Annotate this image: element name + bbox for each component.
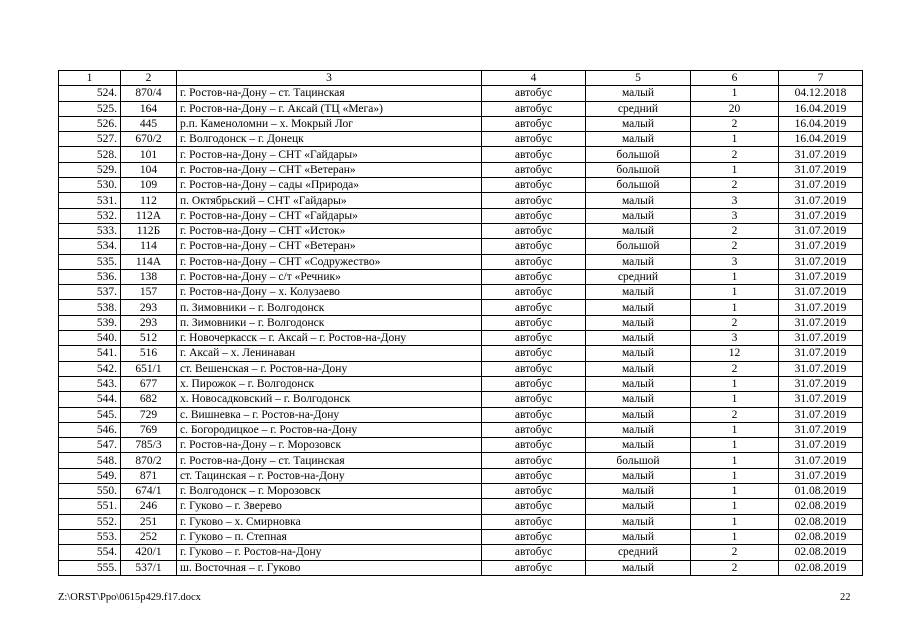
- route-code-cell: 420/1: [121, 545, 177, 560]
- route-name-cell: г. Ростов-на-Дону – СНТ «Ветеран»: [177, 162, 482, 177]
- vehicle-class-cell: малый: [586, 422, 691, 437]
- row-number-cell: 541.: [59, 346, 121, 361]
- route-name-cell: г. Ростов-на-Дону – СНТ «Гайдары»: [177, 208, 482, 223]
- date-cell: 31.07.2019: [779, 315, 863, 330]
- route-code-cell: 112Б: [121, 223, 177, 238]
- routes-table-body: [59, 86, 863, 576]
- route-name-cell: г. Ростов-на-Дону – г. Морозовск: [177, 438, 482, 453]
- vehicle-class-cell: малый: [586, 223, 691, 238]
- row-number-cell: 542.: [59, 361, 121, 376]
- row-number-cell: 546.: [59, 422, 121, 437]
- table-row: [59, 331, 863, 346]
- route-name-cell: п. Октябрьский – СНТ «Гайдары»: [177, 193, 482, 208]
- table-row: [59, 545, 863, 560]
- table-row: [59, 438, 863, 453]
- table-row: [59, 147, 863, 162]
- table-row: [59, 178, 863, 193]
- route-name-cell: ст. Вешенская – г. Ростов-на-Дону: [177, 361, 482, 376]
- vehicle-class-cell: средний: [586, 269, 691, 284]
- route-name-cell: г. Гуково – г. Зверево: [177, 499, 482, 514]
- vehicle-count-cell: 1: [691, 300, 779, 315]
- row-number-cell: 534.: [59, 239, 121, 254]
- footer-file-path: Z:\ORST\Ppo\0615p429.f17.docx: [58, 592, 201, 603]
- date-cell: 31.07.2019: [779, 147, 863, 162]
- date-cell: 31.07.2019: [779, 468, 863, 483]
- route-code-cell: 293: [121, 300, 177, 315]
- row-number-cell: 552.: [59, 514, 121, 529]
- vehicle-class-cell: малый: [586, 468, 691, 483]
- row-number-cell: 548.: [59, 453, 121, 468]
- route-name-cell: х. Новосадковский – г. Волгодонск: [177, 392, 482, 407]
- date-cell: 31.07.2019: [779, 223, 863, 238]
- vehicle-type-cell: автобус: [482, 331, 586, 346]
- route-name-cell: г. Ростов-на-Дону – ст. Тацинская: [177, 453, 482, 468]
- routes-table: [58, 70, 863, 576]
- vehicle-count-cell: 1: [691, 422, 779, 437]
- route-code-cell: 109: [121, 178, 177, 193]
- route-name-cell: г. Ростов-на-Дону – СНТ «Ветеран»: [177, 239, 482, 254]
- route-code-cell: 670/2: [121, 132, 177, 147]
- row-number-cell: 529.: [59, 162, 121, 177]
- vehicle-class-cell: малый: [586, 560, 691, 575]
- vehicle-count-cell: 2: [691, 545, 779, 560]
- row-number-cell: 555.: [59, 560, 121, 575]
- row-number-cell: 538.: [59, 300, 121, 315]
- route-code-cell: 512: [121, 331, 177, 346]
- vehicle-type-cell: автобус: [482, 422, 586, 437]
- row-number-cell: 532.: [59, 208, 121, 223]
- date-cell: 31.07.2019: [779, 422, 863, 437]
- column-header-route-name: 3: [177, 71, 482, 86]
- vehicle-count-cell: 1: [691, 468, 779, 483]
- route-name-cell: х. Пирожок – г. Волгодонск: [177, 376, 482, 391]
- vehicle-class-cell: малый: [586, 300, 691, 315]
- table-row: [59, 101, 863, 116]
- route-code-cell: 769: [121, 422, 177, 437]
- column-header-route-code: 2: [121, 71, 177, 86]
- date-cell: 31.07.2019: [779, 162, 863, 177]
- vehicle-type-cell: автобус: [482, 178, 586, 193]
- vehicle-class-cell: малый: [586, 193, 691, 208]
- route-code-cell: 114А: [121, 254, 177, 269]
- vehicle-class-cell: малый: [586, 346, 691, 361]
- route-code-cell: 101: [121, 147, 177, 162]
- date-cell: 02.08.2019: [779, 560, 863, 575]
- row-number-cell: 530.: [59, 178, 121, 193]
- row-number-cell: 533.: [59, 223, 121, 238]
- vehicle-count-cell: 1: [691, 269, 779, 284]
- date-cell: 31.07.2019: [779, 407, 863, 422]
- route-code-cell: 112: [121, 193, 177, 208]
- route-name-cell: п. Зимовники – г. Волгодонск: [177, 300, 482, 315]
- vehicle-count-cell: 3: [691, 193, 779, 208]
- vehicle-type-cell: автобус: [482, 132, 586, 147]
- vehicle-class-cell: малый: [586, 499, 691, 514]
- date-cell: 02.08.2019: [779, 514, 863, 529]
- vehicle-count-cell: 2: [691, 147, 779, 162]
- vehicle-class-cell: малый: [586, 285, 691, 300]
- row-number-cell: 525.: [59, 101, 121, 116]
- vehicle-count-cell: 3: [691, 208, 779, 223]
- row-number-cell: 549.: [59, 468, 121, 483]
- date-cell: 02.08.2019: [779, 499, 863, 514]
- table-row: [59, 239, 863, 254]
- route-name-cell: г. Волгодонск – г. Морозовск: [177, 484, 482, 499]
- vehicle-class-cell: малый: [586, 361, 691, 376]
- column-header-vehicle-type: 4: [482, 71, 586, 86]
- row-number-cell: 527.: [59, 132, 121, 147]
- vehicle-count-cell: 1: [691, 376, 779, 391]
- vehicle-count-cell: 1: [691, 162, 779, 177]
- table-row: [59, 162, 863, 177]
- row-number-cell: 526.: [59, 116, 121, 131]
- date-cell: 31.07.2019: [779, 438, 863, 453]
- route-code-cell: 104: [121, 162, 177, 177]
- vehicle-type-cell: автобус: [482, 147, 586, 162]
- route-code-cell: 870/2: [121, 453, 177, 468]
- table-row: [59, 116, 863, 131]
- table-row: [59, 453, 863, 468]
- vehicle-count-cell: 1: [691, 132, 779, 147]
- date-cell: 31.07.2019: [779, 346, 863, 361]
- vehicle-count-cell: 20: [691, 101, 779, 116]
- route-name-cell: г. Ростов-на-Дону – ст. Тацинская: [177, 86, 482, 101]
- table-row: [59, 208, 863, 223]
- row-number-cell: 553.: [59, 529, 121, 544]
- table-row: [59, 361, 863, 376]
- route-code-cell: 785/3: [121, 438, 177, 453]
- row-number-cell: 543.: [59, 376, 121, 391]
- route-code-cell: 870/4: [121, 86, 177, 101]
- route-code-cell: 164: [121, 101, 177, 116]
- footer-page-number: 22: [840, 592, 851, 603]
- table-row: [59, 254, 863, 269]
- vehicle-class-cell: средний: [586, 545, 691, 560]
- vehicle-type-cell: автобус: [482, 560, 586, 575]
- table-row: [59, 499, 863, 514]
- vehicle-class-cell: малый: [586, 208, 691, 223]
- vehicle-count-cell: 1: [691, 86, 779, 101]
- table-row: [59, 529, 863, 544]
- vehicle-type-cell: автобус: [482, 484, 586, 499]
- date-cell: 31.07.2019: [779, 285, 863, 300]
- vehicle-type-cell: автобус: [482, 468, 586, 483]
- vehicle-class-cell: малый: [586, 529, 691, 544]
- vehicle-count-cell: 12: [691, 346, 779, 361]
- table-row: [59, 300, 863, 315]
- route-name-cell: г. Ростов-на-Дону – с/т «Речник»: [177, 269, 482, 284]
- row-number-cell: 540.: [59, 331, 121, 346]
- route-name-cell: с. Богородицкое – г. Ростов-на-Дону: [177, 422, 482, 437]
- vehicle-class-cell: малый: [586, 484, 691, 499]
- date-cell: 04.12.2018: [779, 86, 863, 101]
- vehicle-count-cell: 2: [691, 315, 779, 330]
- vehicle-type-cell: автобус: [482, 346, 586, 361]
- route-code-cell: 293: [121, 315, 177, 330]
- route-code-cell: 445: [121, 116, 177, 131]
- route-name-cell: г. Аксай – х. Ленинаван: [177, 346, 482, 361]
- vehicle-type-cell: автобус: [482, 116, 586, 131]
- vehicle-count-cell: 2: [691, 178, 779, 193]
- table-header-row: [59, 71, 863, 86]
- table-row: [59, 407, 863, 422]
- table-row: [59, 223, 863, 238]
- date-cell: 31.07.2019: [779, 300, 863, 315]
- vehicle-class-cell: малый: [586, 132, 691, 147]
- date-cell: 31.07.2019: [779, 392, 863, 407]
- row-number-cell: 547.: [59, 438, 121, 453]
- route-name-cell: г. Ростов-на-Дону – СНТ «Содружество»: [177, 254, 482, 269]
- route-name-cell: г. Ростов-на-Дону – г. Аксай (ТЦ «Мега»): [177, 101, 482, 116]
- route-name-cell: п. Зимовники – г. Волгодонск: [177, 315, 482, 330]
- vehicle-type-cell: автобус: [482, 101, 586, 116]
- date-cell: 31.07.2019: [779, 193, 863, 208]
- date-cell: 31.07.2019: [779, 254, 863, 269]
- route-code-cell: 246: [121, 499, 177, 514]
- route-name-cell: г. Волгодонск – г. Донецк: [177, 132, 482, 147]
- vehicle-class-cell: малый: [586, 392, 691, 407]
- row-number-cell: 537.: [59, 285, 121, 300]
- vehicle-class-cell: малый: [586, 438, 691, 453]
- vehicle-type-cell: автобус: [482, 193, 586, 208]
- route-code-cell: 138: [121, 269, 177, 284]
- vehicle-type-cell: автобус: [482, 438, 586, 453]
- vehicle-type-cell: автобус: [482, 545, 586, 560]
- table-row: [59, 285, 863, 300]
- vehicle-type-cell: автобус: [482, 361, 586, 376]
- vehicle-type-cell: автобус: [482, 239, 586, 254]
- date-cell: 31.07.2019: [779, 361, 863, 376]
- vehicle-count-cell: 1: [691, 484, 779, 499]
- vehicle-count-cell: 1: [691, 438, 779, 453]
- vehicle-count-cell: 2: [691, 223, 779, 238]
- vehicle-type-cell: автобус: [482, 300, 586, 315]
- table-row: [59, 269, 863, 284]
- vehicle-type-cell: автобус: [482, 208, 586, 223]
- date-cell: 31.07.2019: [779, 208, 863, 223]
- vehicle-class-cell: малый: [586, 407, 691, 422]
- date-cell: 16.04.2019: [779, 116, 863, 131]
- vehicle-type-cell: автобус: [482, 223, 586, 238]
- vehicle-type-cell: автобус: [482, 254, 586, 269]
- vehicle-class-cell: большой: [586, 239, 691, 254]
- route-name-cell: г. Новочеркасск – г. Аксай – г. Ростов-на-Дону: [177, 331, 482, 346]
- vehicle-type-cell: автобус: [482, 392, 586, 407]
- table-row: [59, 484, 863, 499]
- vehicle-count-cell: 2: [691, 239, 779, 254]
- vehicle-type-cell: автобус: [482, 162, 586, 177]
- column-header-number: 1: [59, 71, 121, 86]
- date-cell: 31.07.2019: [779, 453, 863, 468]
- route-name-cell: ст. Тацинская – г. Ростов-на-Дону: [177, 468, 482, 483]
- date-cell: 01.08.2019: [779, 484, 863, 499]
- vehicle-type-cell: автобус: [482, 86, 586, 101]
- route-code-cell: 677: [121, 376, 177, 391]
- vehicle-count-cell: 3: [691, 331, 779, 346]
- vehicle-type-cell: автобус: [482, 499, 586, 514]
- route-code-cell: 157: [121, 285, 177, 300]
- vehicle-class-cell: большой: [586, 178, 691, 193]
- column-header-vehicle-count: 6: [691, 71, 779, 86]
- row-number-cell: 528.: [59, 147, 121, 162]
- table-row: [59, 376, 863, 391]
- date-cell: 31.07.2019: [779, 239, 863, 254]
- route-code-cell: 871: [121, 468, 177, 483]
- table-row: [59, 468, 863, 483]
- row-number-cell: 551.: [59, 499, 121, 514]
- route-name-cell: г. Гуково – п. Степная: [177, 529, 482, 544]
- vehicle-type-cell: автобус: [482, 315, 586, 330]
- table-row: [59, 132, 863, 147]
- route-name-cell: г. Гуково – х. Смирновка: [177, 514, 482, 529]
- date-cell: 31.07.2019: [779, 269, 863, 284]
- vehicle-count-cell: 2: [691, 116, 779, 131]
- route-name-cell: г. Ростов-на-Дону – СНТ «Исток»: [177, 223, 482, 238]
- row-number-cell: 524.: [59, 86, 121, 101]
- vehicle-count-cell: 1: [691, 514, 779, 529]
- vehicle-count-cell: 1: [691, 529, 779, 544]
- vehicle-class-cell: большой: [586, 453, 691, 468]
- vehicle-type-cell: автобус: [482, 453, 586, 468]
- row-number-cell: 535.: [59, 254, 121, 269]
- route-code-cell: 251: [121, 514, 177, 529]
- route-code-cell: 252: [121, 529, 177, 544]
- vehicle-type-cell: автобус: [482, 407, 586, 422]
- column-header-date: 7: [779, 71, 863, 86]
- vehicle-count-cell: 1: [691, 285, 779, 300]
- vehicle-count-cell: 3: [691, 254, 779, 269]
- route-name-cell: г. Ростов-на-Дону – х. Колузаево: [177, 285, 482, 300]
- route-code-cell: 516: [121, 346, 177, 361]
- date-cell: 31.07.2019: [779, 178, 863, 193]
- route-code-cell: 674/1: [121, 484, 177, 499]
- vehicle-count-cell: 1: [691, 392, 779, 407]
- vehicle-class-cell: малый: [586, 315, 691, 330]
- vehicle-count-cell: 1: [691, 499, 779, 514]
- vehicle-class-cell: малый: [586, 86, 691, 101]
- route-name-cell: г. Гуково – г. Ростов-на-Дону: [177, 545, 482, 560]
- row-number-cell: 544.: [59, 392, 121, 407]
- route-name-cell: с. Вишневка – г. Ростов-на-Дону: [177, 407, 482, 422]
- route-code-cell: 537/1: [121, 560, 177, 575]
- row-number-cell: 531.: [59, 193, 121, 208]
- route-code-cell: 651/1: [121, 361, 177, 376]
- row-number-cell: 539.: [59, 315, 121, 330]
- vehicle-class-cell: большой: [586, 162, 691, 177]
- vehicle-class-cell: малый: [586, 116, 691, 131]
- date-cell: 16.04.2019: [779, 132, 863, 147]
- table-row: [59, 560, 863, 575]
- vehicle-type-cell: автобус: [482, 285, 586, 300]
- vehicle-type-cell: автобус: [482, 376, 586, 391]
- row-number-cell: 550.: [59, 484, 121, 499]
- route-name-cell: ш. Восточная – г. Гуково: [177, 560, 482, 575]
- table-row: [59, 422, 863, 437]
- vehicle-type-cell: автобус: [482, 269, 586, 284]
- date-cell: 02.08.2019: [779, 545, 863, 560]
- table-row: [59, 193, 863, 208]
- vehicle-type-cell: автобус: [482, 529, 586, 544]
- route-name-cell: г. Ростов-на-Дону – сады «Природа»: [177, 178, 482, 193]
- date-cell: 16.04.2019: [779, 101, 863, 116]
- route-code-cell: 114: [121, 239, 177, 254]
- row-number-cell: 545.: [59, 407, 121, 422]
- vehicle-class-cell: малый: [586, 254, 691, 269]
- date-cell: 31.07.2019: [779, 331, 863, 346]
- vehicle-type-cell: автобус: [482, 514, 586, 529]
- vehicle-class-cell: малый: [586, 376, 691, 391]
- vehicle-count-cell: 2: [691, 560, 779, 575]
- route-code-cell: 682: [121, 392, 177, 407]
- vehicle-class-cell: большой: [586, 147, 691, 162]
- route-name-cell: р.п. Каменоломни – х. Мокрый Лог: [177, 116, 482, 131]
- vehicle-count-cell: 1: [691, 453, 779, 468]
- vehicle-class-cell: малый: [586, 514, 691, 529]
- vehicle-count-cell: 2: [691, 361, 779, 376]
- table-row: [59, 86, 863, 101]
- row-number-cell: 536.: [59, 269, 121, 284]
- date-cell: 02.08.2019: [779, 529, 863, 544]
- table-row: [59, 514, 863, 529]
- table-row: [59, 392, 863, 407]
- column-header-vehicle-class: 5: [586, 71, 691, 86]
- date-cell: 31.07.2019: [779, 376, 863, 391]
- vehicle-class-cell: малый: [586, 331, 691, 346]
- table-row: [59, 315, 863, 330]
- vehicle-class-cell: средний: [586, 101, 691, 116]
- row-number-cell: 554.: [59, 545, 121, 560]
- vehicle-count-cell: 2: [691, 407, 779, 422]
- table-row: [59, 346, 863, 361]
- route-code-cell: 112А: [121, 208, 177, 223]
- route-code-cell: 729: [121, 407, 177, 422]
- route-name-cell: г. Ростов-на-Дону – СНТ «Гайдары»: [177, 147, 482, 162]
